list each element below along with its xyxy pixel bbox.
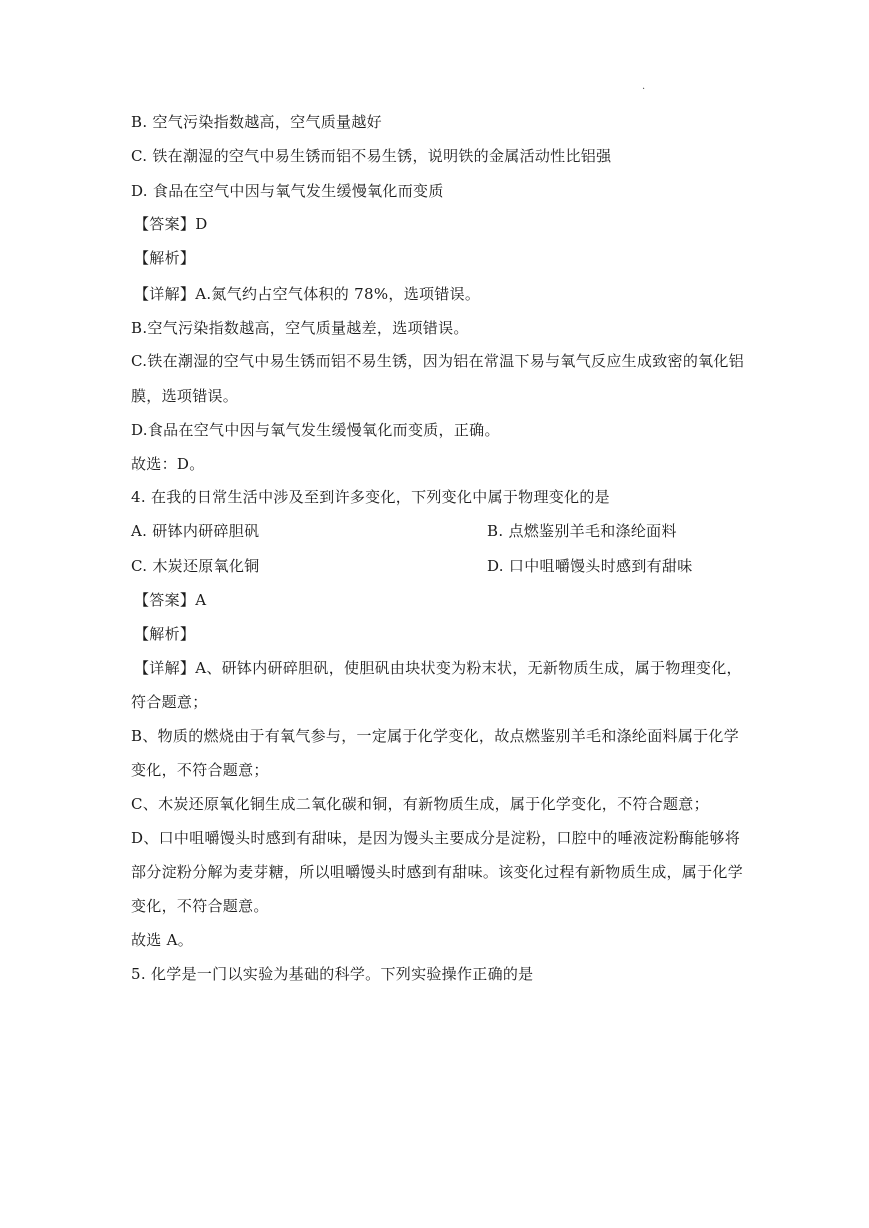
q4-detail-4b: 部分淀粉分解为麦芽糖，所以咀嚼馒头时感到有甜味。该变化过程有新物质生成，属于化学 — [131, 863, 744, 881]
q4-detail-4c: 变化，不符合题意。 — [131, 897, 269, 915]
q3-conclusion: 故选：D。 — [131, 455, 205, 473]
q4-detail-1a: 【详解】A、研钵内研碎胆矾，使胆矾由块状变为粉末状，无新物质生成，属于物理变化， — [134, 659, 742, 677]
q4-conclusion: 故选 A。 — [131, 931, 194, 949]
q4-option-c: C. 木炭还原氧化铜 — [131, 557, 260, 575]
q4-option-b: B. 点燃鉴别羊毛和涤纶面料 — [487, 522, 677, 540]
q3-detail-1: 【详解】A.氮气约占空气体积的 78%，选项错误。 — [134, 285, 481, 303]
q4-detail-2a: B、物质的燃烧由于有氧气参与，一定属于化学变化，故点燃鉴别羊毛和涤纶面料属于化学 — [131, 727, 740, 745]
q3-answer: 【答案】D — [134, 215, 208, 233]
q4-detail-1b: 符合题意； — [131, 693, 208, 711]
q3-analysis-label: 【解析】 — [134, 249, 196, 267]
q3-detail-3b: 膜，选项错误。 — [131, 387, 239, 405]
q3-option-b: B. 空气污染指数越高，空气质量越好 — [131, 113, 382, 131]
q4-answer: 【答案】A — [134, 591, 207, 609]
q3-detail-4: D.食品在空气中因与氧气发生缓慢氧化而变质，正确。 — [131, 421, 500, 439]
q5-stem: 5. 化学是一门以实验为基础的科学。下列实验操作正确的是 — [131, 965, 534, 983]
header-mark: · — [642, 84, 646, 95]
q4-option-d: D. 口中咀嚼馒头时感到有甜味 — [487, 557, 693, 575]
q4-detail-4a: D、口中咀嚼馒头时感到有甜味，是因为馒头主要成分是淀粉，口腔中的唾液淀粉酶能够将 — [131, 829, 741, 847]
q4-detail-2b: 变化，不符合题意； — [131, 761, 269, 779]
q3-option-c: C. 铁在潮湿的空气中易生锈而铝不易生锈，说明铁的金属活动性比铝强 — [131, 147, 612, 165]
q4-option-a: A. 研钵内研碎胆矾 — [131, 522, 260, 540]
q4-stem: 4. 在我的日常生活中涉及至到许多变化，下列变化中属于物理变化的是 — [131, 488, 610, 506]
q3-detail-3a: C.铁在潮湿的空气中易生锈而铝不易生锈，因为铝在常温下易与氧气反应生成致密的氧化铝 — [131, 352, 745, 370]
q4-detail-3: C、木炭还原氧化铜生成二氧化碳和铜，有新物质生成，属于化学变化，不符合题意； — [131, 795, 709, 813]
q3-option-d: D. 食品在空气中因与氧气发生缓慢氧化而变质 — [131, 182, 444, 200]
q3-detail-2: B.空气污染指数越高，空气质量越差，选项错误。 — [131, 319, 469, 337]
q4-analysis-label: 【解析】 — [134, 625, 196, 643]
